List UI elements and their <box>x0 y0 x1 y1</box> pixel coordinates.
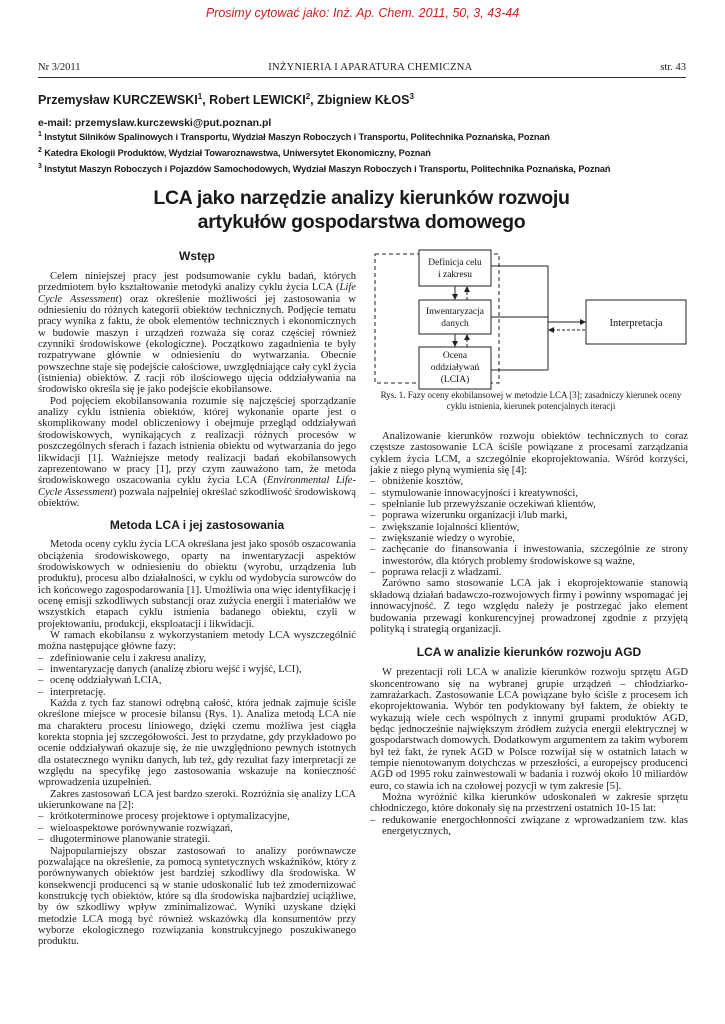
text-run-italic: Environmental Life-Cycle Assessment <box>38 475 357 498</box>
affiliation-number: 3 <box>38 163 42 170</box>
list-item-text: zdefiniowanie celu i zakresu analizy, <box>50 652 207 664</box>
diagram-label: Interpretacja <box>609 318 663 329</box>
list-item-text: stymulowanie innowacyjności i kreatywności, <box>382 487 578 499</box>
diagram-label: Ocena <box>442 351 468 361</box>
issue-number: Nr 3/2011 <box>38 62 81 73</box>
affiliation-2 <box>38 147 431 158</box>
affiliation-number: 1 <box>38 131 42 138</box>
definition-box <box>419 250 491 286</box>
title-line: LCA jako narzędzie analizy kierunków rozwoju <box>153 187 570 209</box>
left-column <box>38 249 356 948</box>
diagram-label: Definicja celu <box>428 258 482 268</box>
author-name: Przemysław KURCZEWSKI <box>38 93 198 108</box>
caption-line: cyklu istnienia, kierunek potencjalnych iteracji <box>446 401 616 411</box>
list-item: – ocenę oddziaływań LCIA, <box>38 675 162 687</box>
diagram-label: Inwentaryzacja <box>425 307 485 317</box>
list-item: – długoterminowe planowanie strategii. <box>38 834 211 846</box>
paragraph: Metoda oceny cyklu życia LCA określana jest jako sposób oszacowania obciążenia środowiskowego, oparty na inwentaryzacji aspektów środowiskowych w odniesieniu do obiektu (wyrobu, urządzenia lub produktu), procesu albo działalności, w cyklu od wydobycia surowców do ich końcowego zagospodarowania [1]. Umożliwia ona więc identyfikację i ocenę emisji szkodliwych substancji oraz zużycia energii i materiałów we wszystkich etapach cyklu istnienia badanego obiektu, czyli w projektowaniu, produkcji, eksploatacji i likwidacji. <box>38 539 356 630</box>
paragraph: Każda z tych faz stanowi odrębną całość, która jednak zajmuje ściśle określone miejsce w procesie bilansu (Rys. 1). Analiza metodą LCA nie ma charakteru procesu liniowego, dzięki czemu możliwa jest ciągła korekta stopnia jej szczegółowości. Jest to przydatne, gdy przykładowo po ocenie oddziaływań okazuje się, że nie uwzględniono pewnych istotnych dla ostatecznego wyniku danych, lub też, gdy rezultat fazy interpretacji ze względu na specyfikę jego zastosowania wskazuje na konieczność wprowadzenia uzupełnień. <box>38 698 356 789</box>
author-affil-ref: 2 <box>305 92 311 101</box>
list-item: – poprawa relacji z władzami. <box>370 567 502 579</box>
paragraph <box>38 396 356 509</box>
list-item: – krótkoterminowe procesy projektowe i optymalizacyjne, <box>38 811 290 823</box>
list-item-text: zachęcanie do finansowania i inwestowania, szczególnie ze strony inwestorów, dla których problemy środowiskowe są ważne, <box>382 544 688 567</box>
list-item: – spełnianie lub przewyższanie oczekiwań klientów, <box>370 499 596 511</box>
paragraph: Analizowanie kierunków rozwoju obiektów technicznych to coraz częstsze zastosowanie LCA ściśle powiązane z procesami zarządzania cyklem życia LCM, a szczególnie ekoprojektowania. Wśród korzyści, jakie z niego płyną wymienia się [4]: <box>370 431 688 477</box>
author-separator: , <box>202 93 210 108</box>
paragraph: Najpopularniejszy obszar zastosowań to analizy porównawcze pozwalające na określenie, za pomocą syntetycznych wskaźników, który z porównywanych obiektów jest bardziej szkodliwy dla środowiska. W konsekwencji producenci są w stanie udoskonalić lub też zmodernizować konstrukcję tych obiektów, które są dla środowiska najbardziej uciążliwe, by ów szkodliwy wpływ zminimalizować. Wyniki uzyskane dzięki metodzie LCA mogą być również wskazówką dla konsumentów przy wyborze ekologicznego rozwiązania konstrukcyjnego poszukiwanego produktu. <box>38 845 356 948</box>
list-item-text: obniżenie kosztów, <box>382 476 464 488</box>
list-item: – inwentaryzację danych (analizę zbioru wejść i wyjść, LCI), <box>38 664 302 675</box>
list-item-text: spełnianie lub przewyższanie oczekiwań klientów, <box>382 499 596 511</box>
list-item: – stymulowanie innowacyjności i kreatywności, <box>370 487 578 499</box>
text-run: ) oraz określenie możliwości jej zastosowania w odniesieniu do różnych kategorii obiektów technicznych. Podjęcie tematu pracy wynika z faktu, że obok elementów technicznych i ekonomicznych w budowie maszyn i urządzeń rozważa się coraz częściej również czynniki środowiskowe (ekologiczne). Początkowo zagadnienia te były rozpatrywane głównie w odniesieniu do wytwarzania. Obecnie powszechne staje się podejście całościowe, uwzględniające cały cykl życia (istnienia) obiektów. Z racji rób ilościowego ujęcia oddziaływania na środowisko określa się je jako podejście ekobilansowe. <box>38 293 356 396</box>
text-run: Celem niniejszej pracy jest podsumowanie cyklu badań, których przedmiotem było kształtowanie metodyki analizy cyklu życia LCA ( <box>38 271 356 294</box>
author-separator: , <box>310 93 318 108</box>
affiliation-number: 2 <box>38 147 42 154</box>
page-number: str. 43 <box>660 62 686 73</box>
paragraph <box>38 271 356 396</box>
list-item: – interpretację. <box>38 686 106 698</box>
list-item-text: redukowanie energochłonności związane z wprowadzaniem tzw. klas energetycznych, <box>382 814 688 837</box>
paragraph: Zarówno samo stosowanie LCA jak i ekoprojektowanie stanowią składową działań badawczo-rozwojowych firmy i powinny wspomagać jej innowacyjność. Z tego względu należy je postrzegać jako element budowania przewagi konkurencyjnej prowadzonej zgodnie z przyjętą polityką i strategią organizacji. <box>370 578 688 635</box>
authors-line <box>38 92 414 107</box>
caption-line: Rys. 1. Fazy oceny ekobilansowej w metodzie LCA [3]; zasadniczy kierunek oceny <box>380 390 682 400</box>
list-item-text: zwiększanie wiedzy o wyrobie, <box>382 533 515 545</box>
list-item-text: poprawa wizerunku organizacji i/lub marki, <box>382 510 568 522</box>
affiliation-3 <box>38 163 610 174</box>
list-item-text: krótkoterminowe procesy projektowe i optymalizacyjne, <box>50 811 290 823</box>
text-run-italic: Life Cycle Assessment <box>38 282 356 305</box>
author-email[interactable]: e-mail: przemyslaw.kurczewski@put.poznan.pl <box>38 117 272 129</box>
list-item: – zdefiniowanie celu i zakresu analizy, <box>38 652 207 664</box>
paragraph: W ramach ekobilansu z wykorzystaniem metody LCA wyszczególnić można następujące główne fazy: <box>38 629 356 653</box>
figure-caption <box>372 390 690 412</box>
paragraph: Zakres zastosowań LCA jest bardzo szeroki. Rozróżnia się analizy LCA ukierunkowane na [2]: <box>38 788 356 812</box>
list-item-text: interpretację. <box>50 686 106 698</box>
list-item: – wieloaspektowe porównywanie rozwiązań, <box>38 822 233 834</box>
paragraph: W prezentacji roli LCA w analizie kierunków rozwoju sprzętu AGD skoncentrowano się na wybranej grupie urządzeń – chłodziarko-zamrażarkach. Zastosowanie LCA powiązane było ściśle z procesem ich ekoprojektowania. Wybór ten podyktowany był faktem, że obiekty te wykazują wiele cech wspólnych z innymi grupami produktów AGD, będąc jednocześnie największym źródłem zużycia energii elektrycznej w gospodarstwach domowych. Dodatkowym argumentem za takim wyborem był też fakt, że rynek AGD w Polsce rozwijał się w ostatnich latach w tempie nienotowanym dotychczas w przeszłości, a europejscy producenci AGD od 1995 roku zainwestowali w badania i rozwój około 10 miliardów euro, co stawia ich na czołowej pozycji w tym zakresie [5]. <box>370 667 688 792</box>
list-item: – poprawa wizerunku organizacji i/lub marki, <box>370 510 568 522</box>
section-heading-agd: LCA w analizie kierunków rozwoju AGD <box>416 645 642 660</box>
list-item: – redukowanie energochłonności związane z wprowadzaniem tzw. klas energetycznych, <box>370 814 688 837</box>
right-column <box>370 431 688 837</box>
list-item: – zwiększanie lojalności klientów, <box>370 521 520 533</box>
citation-note: Prosimy cytować jako: Inż. Ap. Chem. 2011, 50, 3, 43-44 <box>205 6 520 20</box>
author-name: Robert LEWICKI <box>209 93 306 108</box>
diagram-label: i zakresu <box>437 270 473 280</box>
list-item-text: poprawa relacji z władzami. <box>382 567 502 579</box>
affiliation-text: Instytut Maszyn Roboczych i Pojazdów Samochodowych, Wydział Maszyn Roboczych i Transportu, Politechnika Poznańska, Poznań <box>44 164 611 175</box>
list-item-text: zwiększanie lojalności klientów, <box>382 521 520 533</box>
text-run: Pod pojęciem ekobilansowania rozumie się najczęściej sporządzanie analizy cyklu istnienia obiektów, której wykonanie oparte jest o skomplikowany model obliczeniowy i obejmuje przegląd oddziaływań środowiskowych, wynikających z realizacji różnych procesów w poszczególnych sferach i fazach istnienia obiektu od wytwarzania do jego likwidacji [1]. Ważniejsze metody realizacji badań ekobilansowych zaprezentowano w pracy [1], przy czym zauważono tam, że metoda środowiskowego oszacowania cyklu życia LCA ( <box>38 395 356 487</box>
section-heading-intro: Wstęp <box>179 249 215 263</box>
header-rule <box>38 77 686 78</box>
lca-phases-diagram <box>373 248 688 390</box>
affiliation-text: Instytut Silników Spalinowych i Transportu, Wydział Maszyn Roboczych i Transportu, Politechnika Poznańska, Poznań <box>44 132 550 143</box>
author-affil-ref: 1 <box>197 92 203 101</box>
paragraph: Można wyróżnić kilka kierunków udoskonaleń w zakresie sprzętu chłodniczego, które dokonały się na przestrzeni ostatnich 10-15 lat: <box>370 791 688 815</box>
running-header <box>38 62 686 73</box>
title-line: artykułów gospodarstwa domowego <box>197 211 526 233</box>
list-item-text: ocenę oddziaływań LCIA, <box>50 675 162 687</box>
diagram-label: (LCIA) <box>440 375 470 385</box>
diagram-label: oddziaływań <box>430 363 480 373</box>
author-name: Zbigniew KŁOS <box>317 93 410 108</box>
list-item: – zachęcanie do finansowania i inwestowania, szczególnie ze strony inwestorów, dla których problemy środowiskowe są ważne, <box>370 544 688 567</box>
list-item: – zwiększanie wiedzy o wyrobie, <box>370 533 515 545</box>
list-item-text: długoterminowe planowanie strategii. <box>50 834 211 846</box>
affiliation-1 <box>38 131 550 142</box>
section-heading-method: Metoda LCA i jej zastosowania <box>109 518 285 533</box>
text-run: ) pozwala najpełniej określać szkodliwość środowiskową obiektów. <box>38 486 356 509</box>
author-affil-ref: 3 <box>409 92 414 101</box>
list-item-text: inwentaryzację danych (analizę zbioru wejść i wyjść, LCI), <box>50 664 302 675</box>
journal-name: INŻYNIERIA I APARATURA CHEMICZNA <box>268 62 473 73</box>
list-item-text: wieloaspektowe porównywanie rozwiązań, <box>50 822 233 834</box>
paper-title <box>150 186 573 234</box>
list-item: – obniżenie kosztów, <box>370 476 464 488</box>
diagram-label: danych <box>441 319 469 329</box>
affiliation-text: Katedra Ekologii Produktów, Wydział Towaroznawstwa, Uniwersytet Ekonomiczny, Poznań <box>44 148 431 159</box>
